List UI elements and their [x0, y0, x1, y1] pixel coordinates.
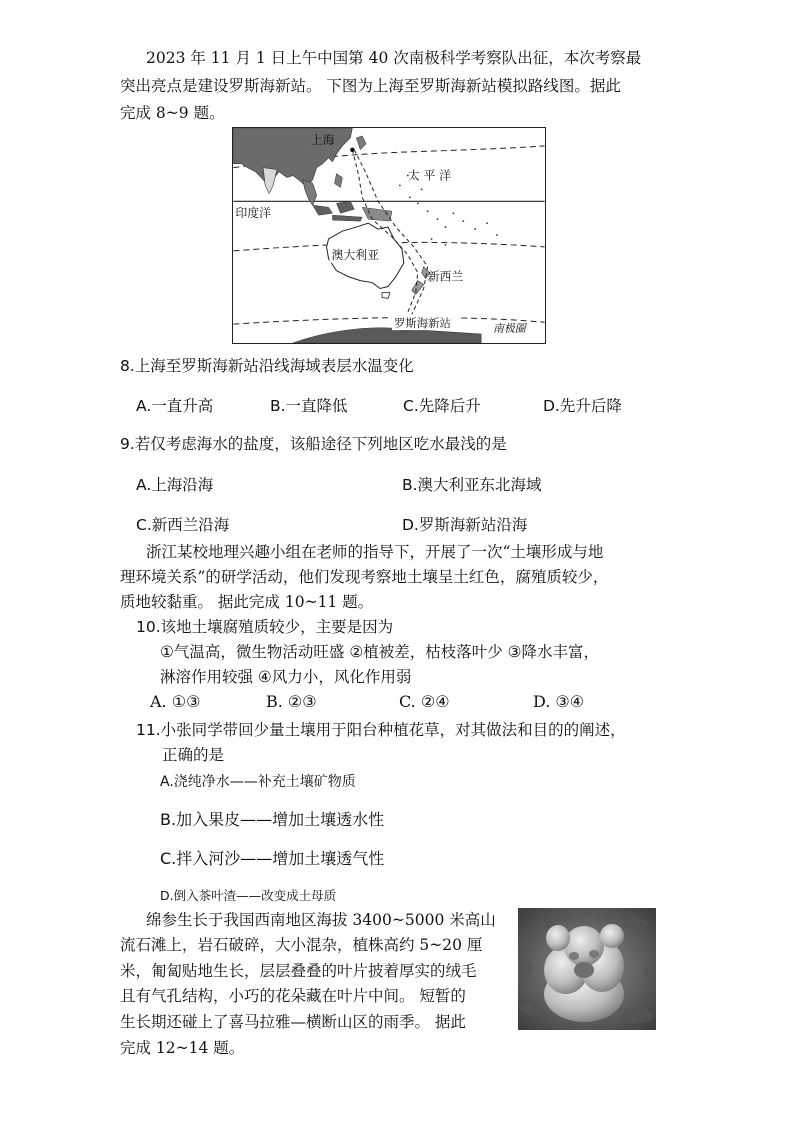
passage3-line-3: 米，匍匐贴地生长，层层叠叠的叶片披着厚实的绒毛 — [120, 962, 477, 980]
woolly-plant — [544, 924, 624, 1022]
q8-option-b[interactable]: B.一直降低 — [270, 397, 348, 415]
q8-option-c[interactable]: C.先降后升 — [403, 397, 481, 415]
label-antarctic-circle: 南极圈 — [493, 322, 526, 336]
india-landmass — [263, 168, 277, 194]
plant-photo — [518, 908, 656, 1030]
q9-option-b[interactable]: B.澳大利亚东北海域 — [402, 476, 542, 494]
q11-stem-2: 正确的是 — [162, 746, 225, 764]
asia-landmass — [233, 128, 352, 187]
label-australia: 澳大利亚 — [331, 247, 380, 262]
q10-line-3: 淋溶作用较强 ④风力小，风化作用弱 — [160, 668, 412, 686]
passage3-line-5: 生长期还碰上了喜马拉雅—横断山区的雨季。 据此 — [120, 1013, 466, 1031]
passage3-line-6: 完成 12~14 题。 — [120, 1039, 245, 1057]
plant-photo-svg — [518, 908, 656, 1030]
q11-option-d[interactable]: D.倒入茶叶渣——改变成土母质 — [160, 888, 337, 903]
passage3-line-2: 流石滩上，岩石破碎，大小混杂，植株高约 5~20 厘 — [120, 936, 483, 954]
philippines-islands — [335, 174, 343, 188]
passage2-line-2: 理环境关系”的研学活动，他们发现考察地土壤呈土红色，腐殖质较少， — [120, 568, 609, 586]
label-ross-sea-station: 罗斯海新站 — [393, 316, 451, 331]
route-map-svg — [233, 128, 545, 343]
label-shanghai: 上海 — [310, 132, 335, 147]
indonesia-islands — [313, 201, 363, 221]
q10-option-d[interactable]: D. ③④ — [533, 692, 585, 711]
q9-stem: 9.若仅考虑海水的盐度，该船途径下列地区吃水最浅的是 — [120, 435, 507, 453]
route-map — [232, 127, 546, 344]
label-indian-ocean: 印度洋 — [235, 206, 272, 221]
q11-stem: 11.小张同学带回少量土壤用于阳台种植花草，对其做法和目的的阐述， — [136, 721, 626, 739]
label-pacific: 太 平 洋 — [407, 168, 452, 183]
tasmania-island — [382, 292, 390, 298]
q8-option-a[interactable]: A.一直升高 — [136, 397, 214, 415]
q9-option-c[interactable]: C.新西兰沿海 — [136, 516, 230, 534]
pacific-islands — [399, 175, 498, 246]
intro-line-3: 完成 8~9 题。 — [120, 104, 225, 122]
q11-option-b[interactable]: B.加入果皮——增加土壤透水性 — [160, 810, 385, 829]
q9-option-d[interactable]: D.罗斯海新站沿海 — [402, 516, 528, 534]
q10-line-2: ①气温高，微生物活动旺盛 ②植被差，枯枝落叶少 ③降水丰富， — [160, 643, 600, 661]
q11-option-a[interactable]: A.浇纯净水——补充土壤矿物质 — [160, 774, 356, 790]
q8-option-d[interactable]: D.先升后降 — [543, 397, 622, 415]
label-new-zealand: 新西兰 — [427, 269, 464, 284]
q10-option-a[interactable]: A. ①③ — [150, 692, 201, 711]
q11-option-c[interactable]: C.拌入河沙——增加土壤透气性 — [160, 849, 385, 868]
intro-line-1: 2023 年 11 月 1 日上午中国第 40 次南极科学考察队出征，本次考察最 — [146, 49, 642, 67]
q10-option-c[interactable]: C. ②④ — [399, 692, 450, 711]
passage2-line-1: 浙江某校地理兴趣小组在老师的指导下，开展了一次“土壤形成与地 — [146, 543, 604, 561]
passage3-line-1: 绵参生长于我国西南地区海拔 3400~5000 米高山 — [146, 911, 496, 929]
q8-stem: 8.上海至罗斯海新站沿线海域表层水温变化 — [120, 357, 414, 375]
japan-landmass — [356, 136, 366, 150]
intro-line-2: 突出亮点是建设罗斯海新站。 下图为上海至罗斯海新站模拟路线图。据此 — [120, 77, 621, 95]
q9-option-a[interactable]: A.上海沿海 — [136, 476, 214, 494]
passage3-line-4: 且有气孔结构，小巧的花朵藏在叶片中间。 短暂的 — [120, 987, 466, 1005]
q10-option-b[interactable]: B. ②③ — [266, 692, 317, 711]
passage2-line-3: 质地较黏重。 据此完成 10~11 题。 — [120, 593, 374, 611]
q10-stem: 10.该地土壤腐殖质较少，主要是因为 — [136, 618, 394, 636]
shanghai-marker — [350, 148, 354, 152]
